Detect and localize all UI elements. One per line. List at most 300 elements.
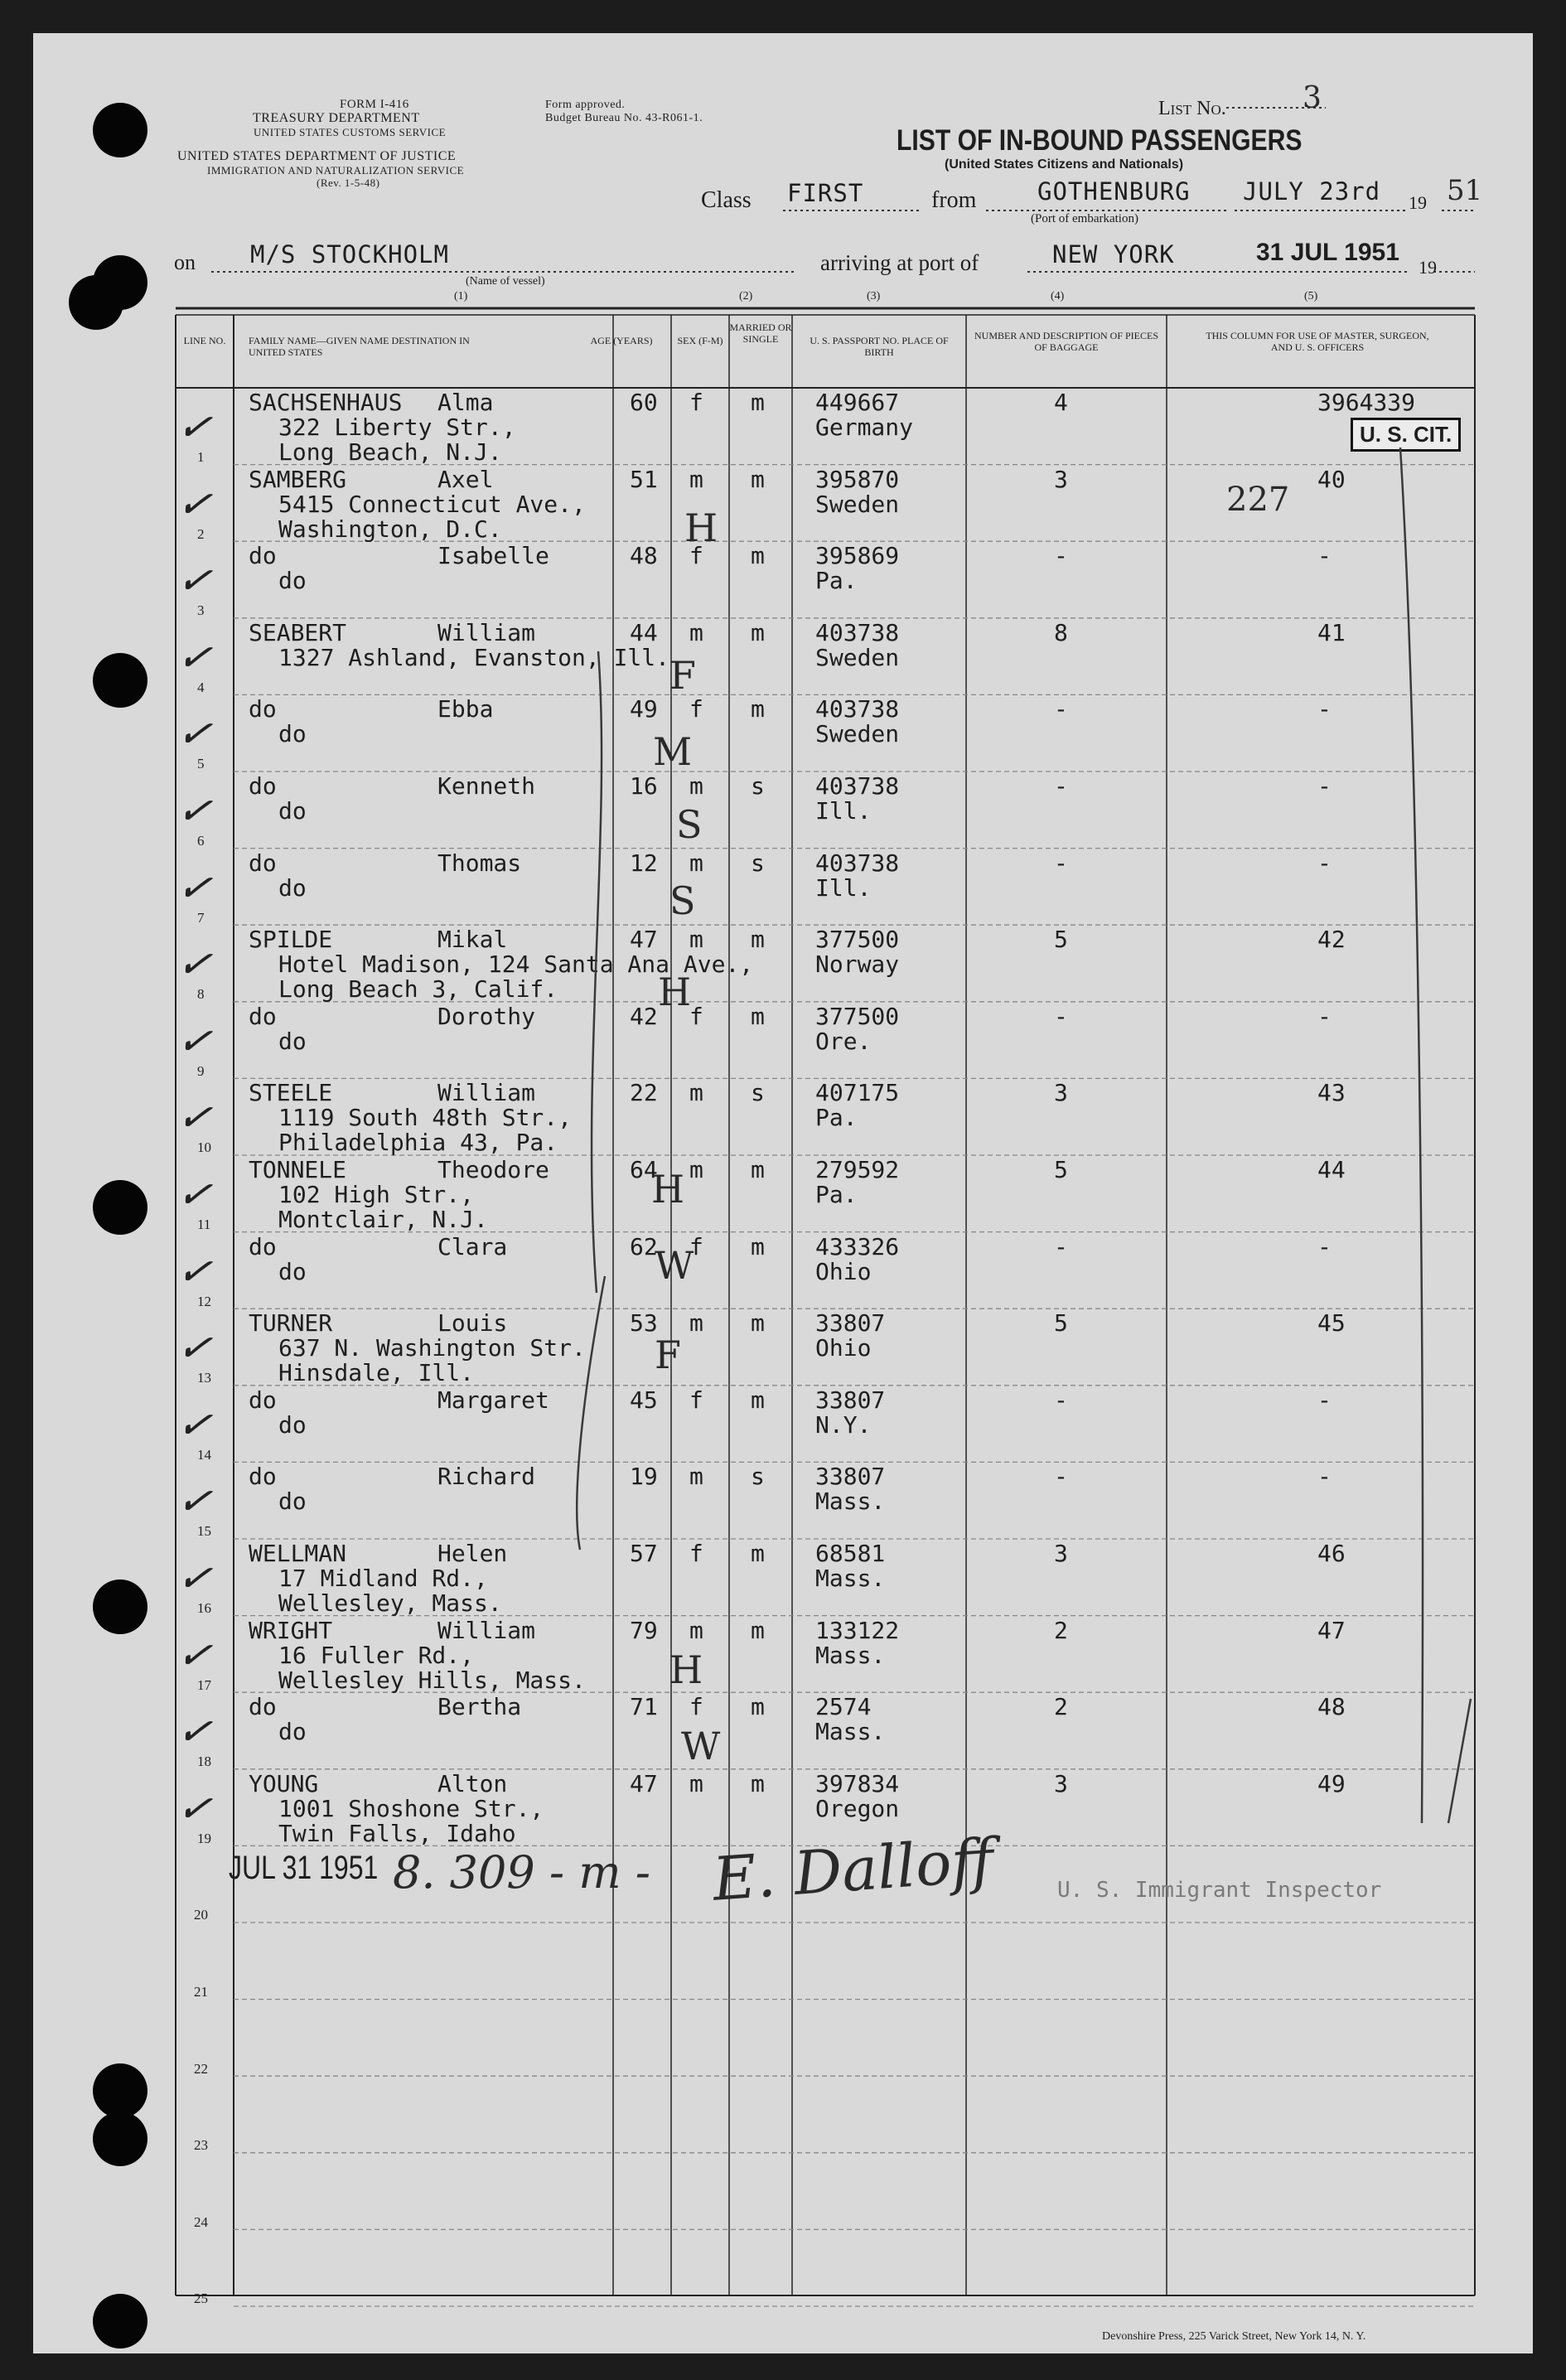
baggage-count: 3 <box>1054 1769 1068 1797</box>
baggage-count: - <box>1054 849 1068 877</box>
vessel-caption: (Name of vessel) <box>466 275 545 288</box>
destination-line: Hinsdale, Ill. <box>278 1359 475 1387</box>
officer-number: - <box>1317 1232 1332 1260</box>
header-baggage: NUMBER AND DESCRIPTION OF PIECES OF BAGGAGE <box>974 330 1159 353</box>
destination-line: do <box>278 1488 307 1516</box>
age: 44 <box>630 618 658 646</box>
marital-status: m <box>751 618 765 646</box>
marital-status: m <box>751 542 765 570</box>
sex: m <box>689 772 703 800</box>
age: 71 <box>630 1693 658 1721</box>
baggage-count: - <box>1054 772 1068 800</box>
check-mark-icon: ✓ <box>174 400 215 453</box>
passport-number: 279592 <box>815 1156 900 1183</box>
place-of-birth: Mass. <box>815 1641 886 1669</box>
passport-number: 407175 <box>815 1079 900 1107</box>
age: 12 <box>630 849 658 877</box>
arrival-port: NEW YORK <box>1052 240 1175 268</box>
baggage-count: 2 <box>1054 1616 1068 1644</box>
given-name: Bertha <box>437 1693 522 1721</box>
line-number: 23 <box>194 2137 208 2154</box>
destination-line: Wellesley, Mass. <box>278 1589 502 1617</box>
inspector-signature: E. Dalloff <box>710 1825 996 1914</box>
passport-number: 403738 <box>815 772 900 800</box>
page-title: LIST OF IN-BOUND PASSENGERS <box>897 124 1303 157</box>
destination-line: do <box>278 1718 307 1746</box>
destination-line: Wellesley Hills, Mass. <box>278 1666 586 1694</box>
destination-line: Washington, D.C. <box>278 515 502 543</box>
sex: f <box>689 695 703 723</box>
passport-number: 377500 <box>815 926 900 954</box>
sex: m <box>689 926 703 954</box>
officer-number: 47 <box>1317 1616 1346 1644</box>
age: 42 <box>630 1002 658 1030</box>
baggage-count: - <box>1054 542 1068 570</box>
destination-line: 16 Fuller Rd., <box>278 1641 475 1669</box>
age: 47 <box>630 926 658 954</box>
agency-line: TREASURY DEPARTMENT <box>253 111 420 125</box>
age: 53 <box>630 1309 658 1338</box>
officer-number: - <box>1317 1463 1332 1491</box>
agency-subline: UNITED STATES CUSTOMS SERVICE <box>254 126 447 138</box>
family-name: TURNER <box>249 1309 333 1338</box>
family-name: do <box>249 1693 277 1721</box>
place-of-birth: Pa. <box>815 567 858 595</box>
baggage-count: 3 <box>1054 1540 1068 1567</box>
class-label: Class <box>701 187 752 213</box>
officer-number: 41 <box>1317 618 1346 646</box>
check-mark-icon: ✓ <box>174 1551 215 1604</box>
handwritten-mark: H <box>669 1647 703 1692</box>
list-no-value: 3 <box>1303 81 1322 115</box>
passport-number: 68581 <box>815 1540 886 1567</box>
line-number: 25 <box>194 2291 208 2307</box>
destination-line: 1119 South 48th Str., <box>278 1104 573 1132</box>
family-name: YOUNG <box>249 1769 319 1797</box>
check-mark-icon: ✓ <box>174 476 215 530</box>
line-number: 10 <box>197 1139 211 1156</box>
inspector-title: U. S. Immigrant Inspector <box>1057 1878 1382 1903</box>
approval-line: Form approved. <box>545 99 626 111</box>
line-number: 15 <box>197 1523 211 1540</box>
place-of-birth: N.Y. <box>815 1410 872 1439</box>
given-name: Mikal <box>437 926 508 954</box>
doj-subline: IMMIGRATION AND NATURALIZATION SERVICE <box>207 164 465 177</box>
given-name: Isabelle <box>437 542 549 570</box>
place-of-birth: Pa. <box>815 1104 858 1132</box>
header-age: AGE (YEARS) <box>590 335 653 346</box>
family-name: do <box>249 1463 277 1491</box>
arriving-label: arriving at port of <box>820 250 979 275</box>
sex: m <box>689 1769 703 1797</box>
line-number: 3 <box>197 602 205 619</box>
place-of-birth: Ill. <box>815 873 872 902</box>
doj-line: UNITED STATES DEPARTMENT OF JUSTICE <box>177 149 457 163</box>
from-label: from <box>931 187 977 213</box>
age: 47 <box>630 1769 658 1797</box>
place-of-birth: Sweden <box>815 643 900 671</box>
family-name: SEABERT <box>249 618 347 646</box>
family-name: SACHSENHAUS <box>249 389 403 416</box>
place-of-birth: Ohio <box>815 1334 872 1362</box>
age: 60 <box>630 389 658 416</box>
column-number: (2) <box>739 290 753 302</box>
check-mark-icon: ✓ <box>174 707 215 761</box>
us-citizen-stamp: U. S. CIT. <box>1351 418 1461 452</box>
marital-status: m <box>751 389 765 416</box>
handwritten-mark: F <box>669 653 696 698</box>
header-sex: SEX (F-M) <box>677 335 723 346</box>
age: 79 <box>630 1616 658 1644</box>
line-number: 8 <box>197 986 205 1003</box>
marital-status: m <box>751 1769 765 1797</box>
line-number: 22 <box>194 2060 208 2077</box>
line-number: 2 <box>197 525 205 542</box>
destination-line: do <box>278 1257 307 1285</box>
place-of-birth: Pa. <box>815 1181 858 1208</box>
officer-number: - <box>1317 1386 1332 1414</box>
line-number: 18 <box>197 1754 211 1770</box>
sex: f <box>689 1386 703 1414</box>
family-name: do <box>249 542 277 570</box>
age: 19 <box>630 1463 658 1491</box>
marital-status: m <box>751 1002 765 1030</box>
check-mark-icon: ✓ <box>174 860 215 914</box>
passport-number: 449667 <box>815 389 900 416</box>
marital-status: m <box>751 1693 765 1721</box>
officer-number: 46 <box>1317 1540 1346 1567</box>
line-number: 11 <box>197 1217 211 1232</box>
age: 62 <box>630 1232 658 1260</box>
family-name: do <box>249 695 277 723</box>
destination-line: 1327 Ashland, Evanston, Ill. <box>278 643 670 671</box>
officer-number: 48 <box>1317 1693 1346 1721</box>
check-mark-icon: ✓ <box>174 784 215 837</box>
check-mark-icon: ✓ <box>174 1398 215 1451</box>
class-value: FIRST <box>787 179 864 207</box>
line-number: 19 <box>197 1830 211 1846</box>
family-name: do <box>249 1386 277 1414</box>
handwritten-mark: H <box>684 506 718 550</box>
list-no-label: List No. <box>1158 98 1226 119</box>
place-of-birth: Ore. <box>815 1027 872 1055</box>
form-number: FORM I-416 <box>340 98 409 111</box>
officer-number: 40 <box>1317 465 1346 493</box>
handwritten-mark: H <box>658 970 692 1014</box>
page-subtitle: (United States Citizens and Nationals) <box>945 157 1184 172</box>
handwritten-mark: S <box>669 878 696 923</box>
check-mark-icon: ✓ <box>174 1782 215 1835</box>
passport-number: 433326 <box>815 1232 900 1260</box>
check-mark-icon: ✓ <box>174 1321 215 1374</box>
handwritten-number: 227 <box>1226 481 1290 519</box>
line-number: 7 <box>197 909 205 926</box>
header-line-no: LINE NO. <box>183 335 226 346</box>
line-number: 12 <box>197 1293 211 1309</box>
sex: m <box>689 1463 703 1491</box>
given-name: Margaret <box>437 1386 549 1414</box>
header-name: FAMILY NAME—GIVEN NAME DESTINATION IN UNITED STATES <box>249 335 470 358</box>
passport-number: 377500 <box>815 1002 900 1030</box>
given-name: William <box>437 1616 536 1644</box>
destination-line: Long Beach, N.J. <box>278 438 502 466</box>
destination-line: 102 High Str., <box>278 1181 475 1208</box>
officer-number: - <box>1317 772 1332 800</box>
line-number: 24 <box>194 2213 208 2230</box>
marital-status: m <box>751 695 765 723</box>
passport-number: 395870 <box>815 465 900 493</box>
line-number: 17 <box>197 1676 211 1693</box>
arrival-year-prefix: 19 <box>1419 257 1437 278</box>
family-name: SAMBERG <box>249 465 347 493</box>
given-name: Axel <box>437 465 494 493</box>
destination-line: do <box>278 1410 307 1439</box>
revision: (Rev. 1-5-48) <box>317 177 380 189</box>
check-mark-icon: ✓ <box>174 1091 215 1144</box>
place-of-birth: Germany <box>815 414 914 441</box>
passport-number: 403738 <box>815 618 900 646</box>
marital-status: m <box>751 465 765 493</box>
check-mark-icon: ✓ <box>174 1244 215 1298</box>
family-name: SPILDE <box>249 926 333 954</box>
port-of-embarkation: GOTHENBURG <box>1037 177 1191 206</box>
officer-number: - <box>1317 849 1332 877</box>
family-name: TONNELE <box>249 1156 347 1183</box>
officer-number: 44 <box>1317 1156 1346 1183</box>
marital-status: m <box>751 1540 765 1567</box>
destination-line: Philadelphia 43, Pa. <box>278 1129 558 1157</box>
check-mark-icon: ✓ <box>174 1705 215 1758</box>
sex: f <box>689 1693 703 1721</box>
line-number: 20 <box>194 1907 208 1923</box>
place-of-birth: Mass. <box>815 1718 886 1746</box>
baggage-count: - <box>1054 1002 1068 1030</box>
check-mark-icon: ✓ <box>174 1474 215 1528</box>
place-of-birth: Sweden <box>815 720 900 748</box>
destination-line: do <box>278 720 307 748</box>
age: 57 <box>630 1540 658 1567</box>
column-number: (4) <box>1051 290 1065 302</box>
destination-line: Twin Falls, Idaho <box>278 1819 516 1847</box>
given-name: Louis <box>437 1309 508 1338</box>
header-married: MARRIED OR SINGLE <box>729 322 792 345</box>
given-name: Kenneth <box>437 772 536 800</box>
destination-line: 17 Midland Rd., <box>278 1565 488 1592</box>
baggage-count: 5 <box>1054 1156 1068 1183</box>
marital-status: m <box>751 1616 765 1644</box>
line-number: 21 <box>194 1984 208 2000</box>
check-mark-icon: ✓ <box>174 631 215 684</box>
passport-number: 133122 <box>815 1616 900 1644</box>
place-of-birth: Ohio <box>815 1257 872 1285</box>
officer-number: 3964339 <box>1317 389 1416 416</box>
officer-number: - <box>1317 1002 1332 1030</box>
arrival-date-stamp: 31 JUL 1951 <box>1256 239 1399 266</box>
line-number: 4 <box>197 679 205 695</box>
family-name: WRIGHT <box>249 1616 333 1644</box>
on-label: on <box>174 250 196 274</box>
age: 51 <box>630 465 658 493</box>
destination-line: do <box>278 1027 307 1055</box>
baggage-count: 5 <box>1054 926 1068 954</box>
age: 49 <box>630 695 658 723</box>
handwritten-mark: W <box>681 1724 721 1768</box>
sex: m <box>689 1156 703 1183</box>
check-mark-icon: ✓ <box>174 1628 215 1681</box>
family-name: STEELE <box>249 1079 333 1107</box>
line-number: 13 <box>197 1370 211 1386</box>
line-number: 6 <box>197 833 205 849</box>
baggage-count: 2 <box>1054 1693 1068 1721</box>
column-number: (5) <box>1304 290 1318 302</box>
passport-number: 33807 <box>815 1463 886 1491</box>
marital-status: m <box>751 1156 765 1183</box>
passport-number: 397834 <box>815 1769 900 1797</box>
sex: f <box>689 389 703 416</box>
date-stamp: JUL 31 1951 <box>229 1850 379 1886</box>
year-value: 51 <box>1447 174 1483 207</box>
officer-number: 42 <box>1317 926 1346 954</box>
year-prefix: 19 <box>1409 192 1427 213</box>
line-number: 9 <box>197 1062 205 1079</box>
officer-number: - <box>1317 542 1332 570</box>
given-name: Helen <box>437 1540 508 1567</box>
destination-line: 637 N. Washington Str. <box>278 1334 586 1362</box>
given-name: Thomas <box>437 849 522 877</box>
passport-number: 395869 <box>815 542 900 570</box>
given-name: Theodore <box>437 1156 549 1183</box>
sex: m <box>689 849 703 877</box>
check-mark-icon: ✓ <box>174 1014 215 1067</box>
header-passport: U. S. PASSPORT NO. PLACE OF BIRTH <box>810 335 949 358</box>
family-name: do <box>249 772 277 800</box>
sex: m <box>689 1079 703 1107</box>
vessel-name: M/S STOCKHOLM <box>250 240 449 268</box>
place-of-birth: Mass. <box>815 1488 886 1516</box>
departure-date: JULY 23rd <box>1243 177 1381 206</box>
baggage-count: 4 <box>1054 389 1068 416</box>
given-name: Ebba <box>437 695 494 723</box>
given-name: Clara <box>437 1232 508 1260</box>
destination-line: do <box>278 797 307 825</box>
marital-status: m <box>751 1309 765 1338</box>
handwritten-mark: M <box>653 729 693 774</box>
officer-number: 45 <box>1317 1309 1346 1338</box>
age: 22 <box>630 1079 658 1107</box>
sex: m <box>689 1616 703 1644</box>
destination-line: 5415 Connecticut Ave., <box>278 490 586 518</box>
age: 16 <box>630 772 658 800</box>
column-number: (1) <box>454 290 468 302</box>
marital-status: m <box>751 1232 765 1260</box>
line-number: 1 <box>197 449 205 465</box>
baggage-count: 8 <box>1054 618 1068 646</box>
age: 45 <box>630 1386 658 1414</box>
check-mark-icon: ✓ <box>174 1168 215 1221</box>
given-name: Richard <box>437 1463 536 1491</box>
marital-status: s <box>751 1079 765 1107</box>
check-mark-icon: ✓ <box>174 554 215 607</box>
given-name: Alton <box>437 1769 508 1797</box>
family-name: do <box>249 849 277 877</box>
marital-status: s <box>751 1463 765 1491</box>
destination-line: Long Beach 3, Calif. <box>278 975 558 1004</box>
handwritten-mark: S <box>676 802 703 847</box>
place-of-birth: Sweden <box>815 490 900 518</box>
sex: f <box>689 1002 703 1030</box>
approval-line: Budget Bureau No. 43-R061-1. <box>545 112 703 124</box>
given-name: Dorothy <box>437 1002 536 1030</box>
family-name: WELLMAN <box>249 1540 347 1567</box>
check-mark-icon: ✓ <box>174 937 215 990</box>
place-of-birth: Norway <box>815 951 900 979</box>
passport-number: 33807 <box>815 1386 886 1414</box>
baggage-count: - <box>1054 695 1068 723</box>
handwritten-code: 8. 309 - m - <box>393 1846 650 1899</box>
sex: f <box>689 1232 703 1260</box>
destination-line: 322 Liberty Str., <box>278 414 516 441</box>
line-number: 16 <box>197 1600 211 1616</box>
destination-line: do <box>278 873 307 902</box>
handwritten-mark: F <box>655 1333 681 1377</box>
officer-number: - <box>1317 695 1332 723</box>
baggage-count: 3 <box>1054 465 1068 493</box>
destination-line: Montclair, N.J. <box>278 1206 488 1233</box>
marital-status: m <box>751 1386 765 1414</box>
given-name: William <box>437 618 536 646</box>
handwritten-mark: H <box>651 1167 685 1212</box>
line-number: 14 <box>197 1446 211 1463</box>
passport-number: 403738 <box>815 849 900 877</box>
sex: m <box>689 465 703 493</box>
marital-status: s <box>751 772 765 800</box>
passport-number: 2574 <box>815 1693 872 1721</box>
age: 64 <box>630 1156 658 1183</box>
place-of-birth: Mass. <box>815 1565 886 1592</box>
sex: m <box>689 618 703 646</box>
baggage-count: 5 <box>1054 1309 1068 1338</box>
printer-imprint: Devonshire Press, 225 Varick Street, New York 14, N. Y. <box>1102 2330 1366 2343</box>
sex: f <box>689 542 703 570</box>
handwritten-mark: W <box>655 1243 694 1288</box>
column-number: (3) <box>867 290 881 302</box>
baggage-count: - <box>1054 1232 1068 1260</box>
family-name: do <box>249 1002 277 1030</box>
family-name: do <box>249 1232 277 1260</box>
port-embark-caption: (Port of embarkation) <box>1031 212 1138 225</box>
destination-line: do <box>278 567 307 595</box>
marital-status: s <box>751 849 765 877</box>
destination-line: Hotel Madison, 124 Santa Ana Ave., <box>278 951 754 979</box>
officer-number: 49 <box>1317 1769 1346 1797</box>
baggage-count: 3 <box>1054 1079 1068 1107</box>
place-of-birth: Oregon <box>815 1794 900 1822</box>
age: 48 <box>630 542 658 570</box>
line-number: 5 <box>197 756 205 772</box>
baggage-count: - <box>1054 1463 1068 1491</box>
place-of-birth: Ill. <box>815 797 872 825</box>
given-name: Alma <box>437 389 494 416</box>
sex: m <box>689 1309 703 1338</box>
header-officers: THIS COLUMN FOR USE OF MASTER, SURGEON, AND U. S. OFFICERS <box>1206 330 1429 353</box>
given-name: William <box>437 1079 536 1107</box>
marital-status: m <box>751 926 765 954</box>
sex: f <box>689 1540 703 1567</box>
baggage-count: - <box>1054 1386 1068 1414</box>
passport-number: 403738 <box>815 695 900 723</box>
passport-number: 33807 <box>815 1309 886 1338</box>
officer-number: 43 <box>1317 1079 1346 1107</box>
